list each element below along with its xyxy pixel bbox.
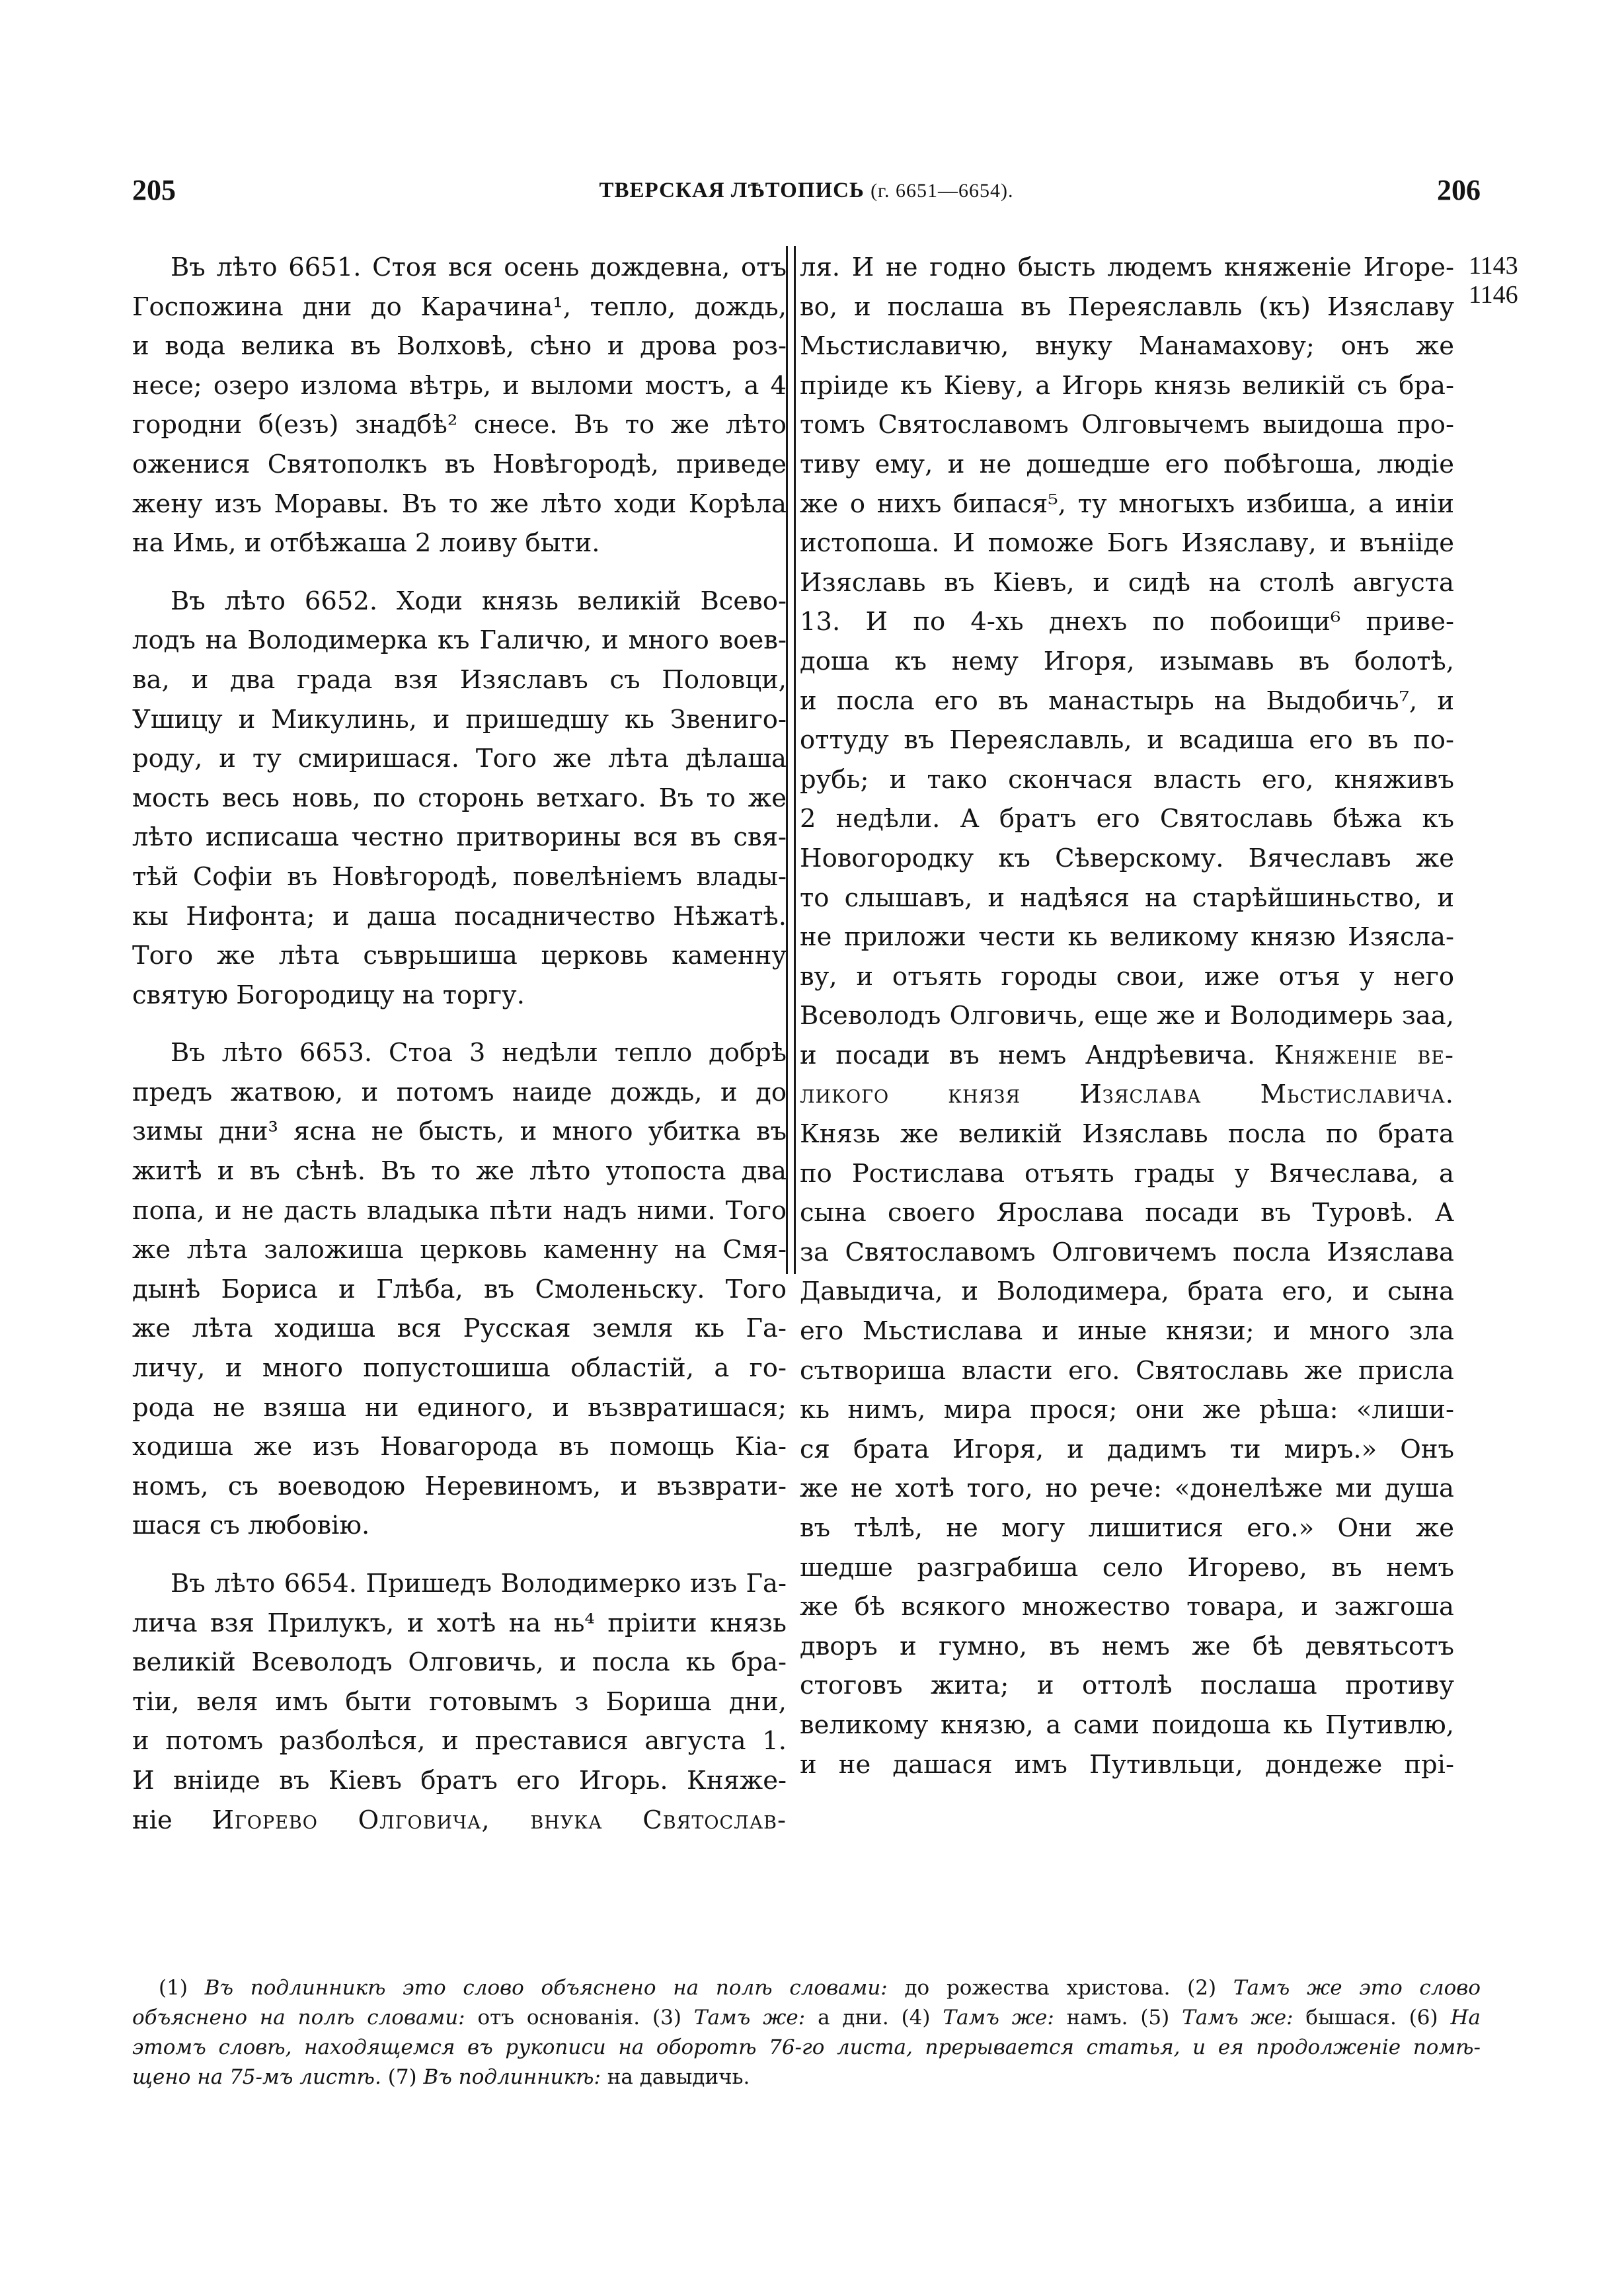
text-line: доша къ нему Игоря, изымавь въ болотѣ, (800, 646, 1454, 676)
text-line: попа, и не дасть владыка пѣти надъ ними. Того (132, 1195, 787, 1226)
text-line: несе; озеро излома вѣтрь, и выломи мостъ, а 4 (132, 370, 787, 401)
text-fragment: и посади въ немъ Андрѣевича. (800, 1040, 1274, 1070)
text-line: не приложи чести кь великому князю Изясла- (800, 922, 1454, 953)
text-line: пріиде къ Кіеву, а Игорь князь великій съ бра- (800, 370, 1454, 401)
text-line: сына своего Ярослава посади въ Туровѣ. А (800, 1198, 1454, 1228)
text-fragment: ніе (132, 1805, 212, 1835)
footnote-fragment: намъ. (5) (1054, 2006, 1182, 2030)
text-line (800, 1036, 1454, 1076)
text-line: Въ лѣто 6653. Стоа 3 недѣли тепло добрѣ (171, 1038, 787, 1068)
text-line: въ тѣлѣ, не могу лишитися его.» Они же (800, 1513, 1454, 1543)
footnote-fragment: отъ основанія. (3) (465, 2006, 694, 2030)
text-line: Всеволодъ Олговичь, еще же и Володимерь заа, (800, 1001, 1454, 1031)
running-title (555, 178, 1058, 203)
footnote-fragment: объяснено на полѣ словами: (132, 2006, 465, 2030)
running-title-text: ТВЕРСКАЯ ЛѢТОПИСЬ (599, 178, 865, 202)
left-text-column (132, 248, 787, 1840)
page-number-left: 205 (132, 174, 176, 206)
text-line: дворъ и гумно, въ немъ же бѣ девятьсотъ (800, 1631, 1454, 1661)
text-line: ля. И не годно бысть людемъ княженіе Игоре- (800, 253, 1454, 282)
text-line: кь нимъ, мира прося; они же рѣша: «лиши- (800, 1395, 1454, 1425)
text-line: же о нихъ бипася⁵, ту многыхъ избиша, а иніи (800, 489, 1454, 519)
heading-fragment: Игорево Олговича, внука Святослав- (212, 1805, 787, 1835)
text-line: его Мьстислава и иные князи; и много зла (800, 1316, 1454, 1347)
text-line: ся брата Игоря, и дадимъ ти миръ.» Онъ (800, 1434, 1454, 1464)
footnote-fragment: Тамъ же это слово (1233, 1976, 1481, 2000)
text-line: И вніиде въ Кіевъ братъ его Игорь. Княже- (132, 1765, 787, 1795)
footnote-fragment: Въ подлинникѣ: (423, 2065, 601, 2089)
text-line: же лѣта заложиша церковь каменну на Смя- (132, 1235, 787, 1265)
text-line: шася съ любовію. (132, 1511, 370, 1541)
text-line: Изяславь въ Кіевъ, и сидѣ на столѣ августа (800, 567, 1454, 598)
text-line: великій Всеволодъ Олговичь, и посла кь бра- (132, 1647, 787, 1678)
footnote-fragment: (7) (381, 2065, 424, 2089)
text-line: Въ лѣто 6654. Пришедъ Володимерко изъ Га- (171, 1569, 787, 1598)
column-divider (786, 246, 796, 1274)
heading-fragment: Княженіе ве- (1274, 1040, 1454, 1070)
text-line: личу, и много попустошиша областій, а го- (132, 1353, 787, 1384)
text-line: и потомъ разболѣся, и преставися августа 1. (132, 1726, 787, 1756)
text-line: лодъ на Володимерка къ Галичю, и много воев- (132, 625, 787, 656)
text-line: Госпожина дни до Карачина¹, тепло, дождь, (132, 292, 787, 322)
text-line: тиву ему, и не дошедше его побѣгоша, людіе (800, 449, 1454, 479)
margin-year-range (1469, 251, 1535, 309)
footnote-fragment: (1) (159, 1976, 205, 2000)
footnotes (132, 1973, 1481, 2092)
text-line: то слышавъ, и надѣяся на старѣйшиньство, и (800, 883, 1454, 913)
text-line: Новогородку къ Сѣверскому. Вячеславъ же (800, 843, 1454, 873)
text-line: и посла его въ манастырь на Выдобичь⁷, и (800, 686, 1454, 716)
text-line: кы Нифонта; и даша посадничество Нѣжатѣ. (132, 901, 787, 931)
text-line: же лѣта ходиша вся Русская земля кь Га- (132, 1314, 787, 1344)
text-line: мость весь новь, по сторонь ветхаго. Въ то же (132, 783, 787, 813)
text-line: Того же лѣта съврьшиша церковь каменну (132, 941, 787, 971)
footnote-fragment: На (1450, 2006, 1481, 2030)
running-title-years: (г. 6651—6654). (870, 180, 1014, 202)
text-line: 2 недѣли. А братъ его Святославь бѣжа къ (800, 804, 1454, 834)
text-line: святую Богородицу на торгу. (132, 980, 525, 1010)
text-line: дынѣ Бориса и Глѣба, въ Смоленьску. Того (132, 1274, 787, 1304)
text-line: роду, и ту смиришася. Того же лѣта дѣлаша (132, 744, 787, 774)
text-line: ходиша же изъ Новагорода въ помощь Кіа- (132, 1432, 787, 1462)
text-line: же бѣ всякого множество товара, и зажгоша (800, 1592, 1454, 1622)
text-line: и вода велика въ Волховѣ, сѣно и дрова роз- (132, 331, 787, 362)
text-line: и не дашася имъ Путивльци, дондеже прі- (800, 1749, 1454, 1780)
margin-year: 1143 (1469, 252, 1518, 280)
text-line: Въ лѣто 6652. Ходи князь великій Всево- (171, 586, 787, 616)
text-line: тіи, веля имъ быти готовымъ з Бориша дни, (132, 1686, 787, 1717)
text-line: ва, и два града взя Изяславъ съ Половци, (132, 664, 787, 695)
footnote-fragment: а дни. (4) (805, 2006, 943, 2030)
right-text-column (800, 248, 1454, 1784)
footnote-line (132, 2033, 1481, 2063)
text-line: жену изъ Моравы. Въ то же лѣто ходи Корѣла (132, 489, 787, 519)
text-line: Ушицу и Микулинь, и пришедшу кь Звениго- (132, 704, 787, 734)
text-line: 13. И по 4-хь днехъ по побоищи⁶ приве- (800, 607, 1454, 637)
text-line: лѣто исписаша честно притворины вся въ свя- (132, 822, 787, 853)
text-line: шедше разграбиша село Игорево, въ немъ (800, 1552, 1454, 1583)
text-line: сътвориша власти его. Святославь же присла (800, 1355, 1454, 1386)
footnote-fragment: этомъ словѣ, находящемся въ рукописи на оборотѣ 76-го листа, прерывается статья, и ея продолженіе помѣ- (132, 2035, 1481, 2059)
footnote-fragment: до рожества христова. (2) (887, 1976, 1233, 2000)
page-header (132, 173, 1481, 226)
footnote-fragment: на давыдичь. (600, 2065, 750, 2089)
text-line: по Ростислава отъять грады у Вячеслава, а (800, 1158, 1454, 1189)
text-line: Давыдича, и Володимера, брата его, и сына (800, 1277, 1454, 1307)
text-line: лича взя Прилукъ, и хотѣ на нь⁴ пріити князь (132, 1608, 787, 1638)
text-line: тѣй Софіи въ Новѣгородѣ, повелѣніемъ влады- (132, 861, 787, 892)
footnote-line (132, 2003, 1481, 2033)
text-line: городни б(езъ) знадбѣ² снесе. Въ то же лѣто (132, 410, 787, 440)
text-line: истопоша. И поможе Богь Изяславу, и вънііде (800, 528, 1454, 559)
footnote-fragment: бышася. (6) (1293, 2006, 1451, 2030)
text-line: на Имь, и отбѣжаша 2 лоиву быти. (132, 528, 600, 559)
text-line (132, 1801, 787, 1840)
text-line: оженися Святополкъ въ Новѣгородѣ, приведе (132, 449, 787, 479)
text-line: номъ, съ воеводою Неревиномъ, и възврати- (132, 1471, 787, 1501)
footnote-fragment: Тамъ же: (693, 2006, 806, 2030)
footnote-line (132, 2063, 1481, 2092)
footnote-line (132, 1973, 1481, 2003)
text-line: Князь же великій Изяславь посла по брата (800, 1119, 1454, 1150)
footnote-fragment: щено на 75-мъ листѣ. (132, 2065, 381, 2089)
text-line: оттуду въ Переяславль, и всадиша его въ по- (800, 725, 1454, 756)
text-line: же не хотѣ того, но рече: «донелѣже ми душа (800, 1474, 1454, 1504)
text-line: томъ Святославомъ Олговычемъ выидоша про- (800, 410, 1454, 440)
text-line: за Святославомъ Олговичемъ посла Изяслава (800, 1237, 1454, 1267)
text-line: зимы дни³ ясна не бысть, и много убитка въ (132, 1117, 787, 1147)
text-line: во, и послаша въ Переяславль (къ) Изяславу (800, 292, 1454, 322)
text-line: Въ лѣто 6651. Стоя вся осень дождевна, отъ (171, 253, 787, 282)
text-line: великому князю, а сами поидоша кь Путивлю, (800, 1710, 1454, 1740)
text-line: рода не взяша ни единого, и възвратишася; (132, 1392, 787, 1423)
text-line: рубь; и тако скончася власть его, княживъ (800, 764, 1454, 795)
text-line: ву, и отъять городы свои, иже отъя у него (800, 961, 1454, 992)
page-number-right: 206 (1437, 174, 1481, 206)
footnote-fragment: Тамъ же: (943, 2006, 1054, 2030)
heading-line: ликого князя Изяслава Мьстиславича. (800, 1080, 1454, 1110)
footnote-fragment: Въ подлинникѣ это слово объяснено на полѣ словами: (204, 1976, 888, 2000)
margin-year: 1146 (1469, 281, 1518, 309)
text-line: Мьстиславичю, внуку Манамахову; онъ же (800, 331, 1454, 362)
text-line: житѣ и въ сѣнѣ. Въ то же лѣто утопоста два (132, 1156, 787, 1187)
text-line: стоговъ жита; и оттолѣ послаша противу (800, 1671, 1454, 1701)
text-line: предъ жатвою, и потомъ наиде дождь, и до (132, 1077, 787, 1107)
footnote-fragment: Тамъ же: (1182, 2006, 1294, 2030)
